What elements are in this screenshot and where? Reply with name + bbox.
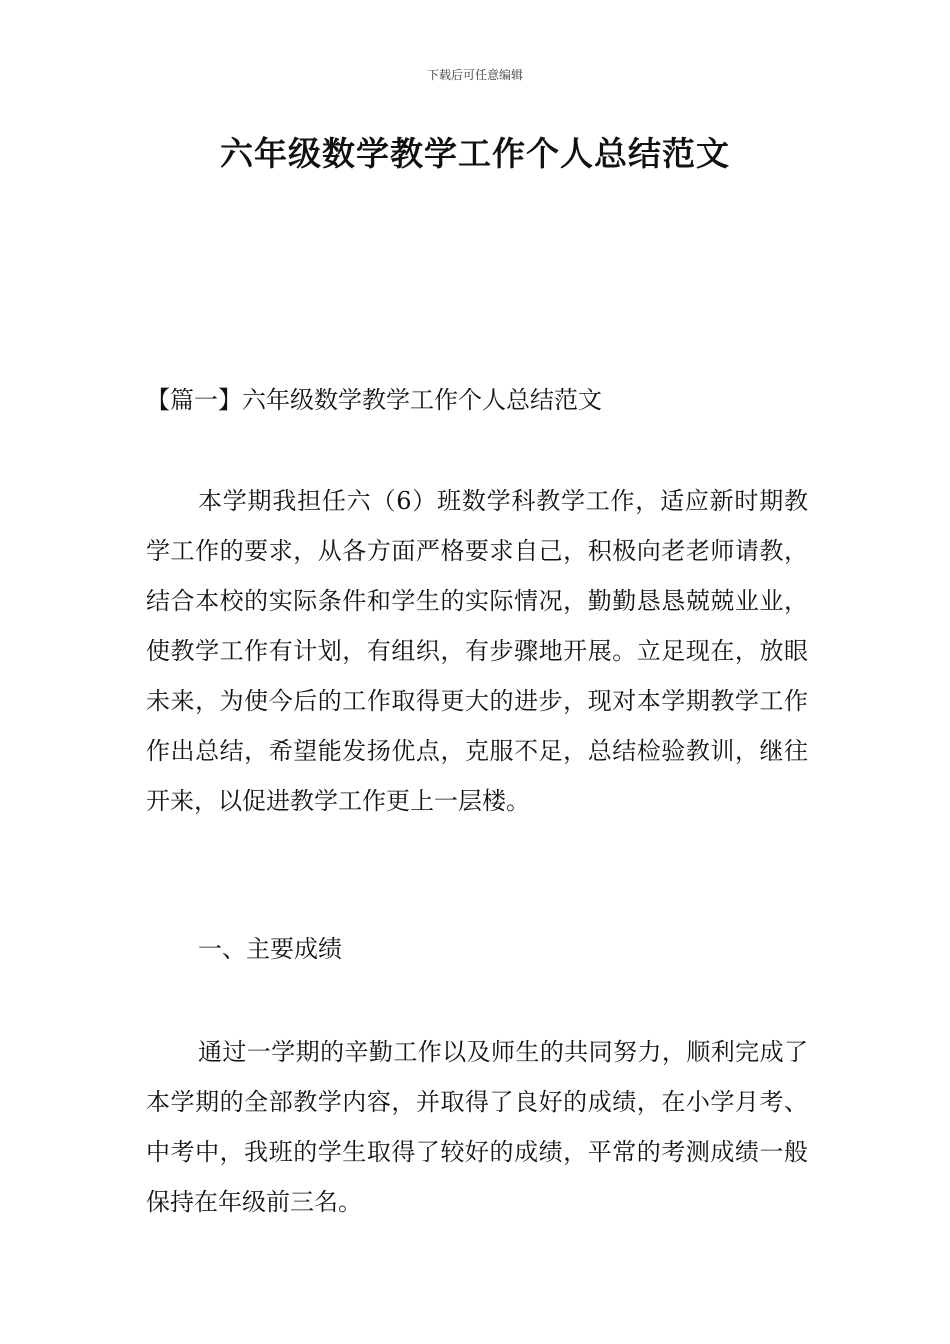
header-note: 下载后可任意编辑: [426, 68, 523, 82]
section-heading: 【篇一】六年级数学教学工作个人总结范文: [146, 386, 602, 414]
subheading-main-achievements: 一、主要成绩: [198, 935, 342, 963]
paragraph-achievements: 通过一学期的辛勤工作以及师生的共同努力，顺利完成了本学期的全部教学内容，并取得了良好的成绩，在小学月考、中考中，我班的学生取得了较好的成绩，平常的考测成绩一般保持在年级前三名。: [146, 1038, 808, 1216]
paragraph-intro: 本学期我担任六（6）班数学科教学工作，适应新时期教学工作的要求，从各方面严格要求自己，积极向老老师请教，结合本校的实际条件和学生的实际情况，勤勤恳恳兢兢业业，使教学工作有计划，有组织，有步骤地开展。立足现在，放眼未来，为使今后的工作取得更大的进步，现对本学期教学工作作出总结，希望能发扬优点，克服不足，总结检验教训，继往开来，以促进教学工作更上一层楼。: [146, 487, 808, 815]
document-title: 六年级数学教学工作个人总结范文: [220, 134, 730, 173]
